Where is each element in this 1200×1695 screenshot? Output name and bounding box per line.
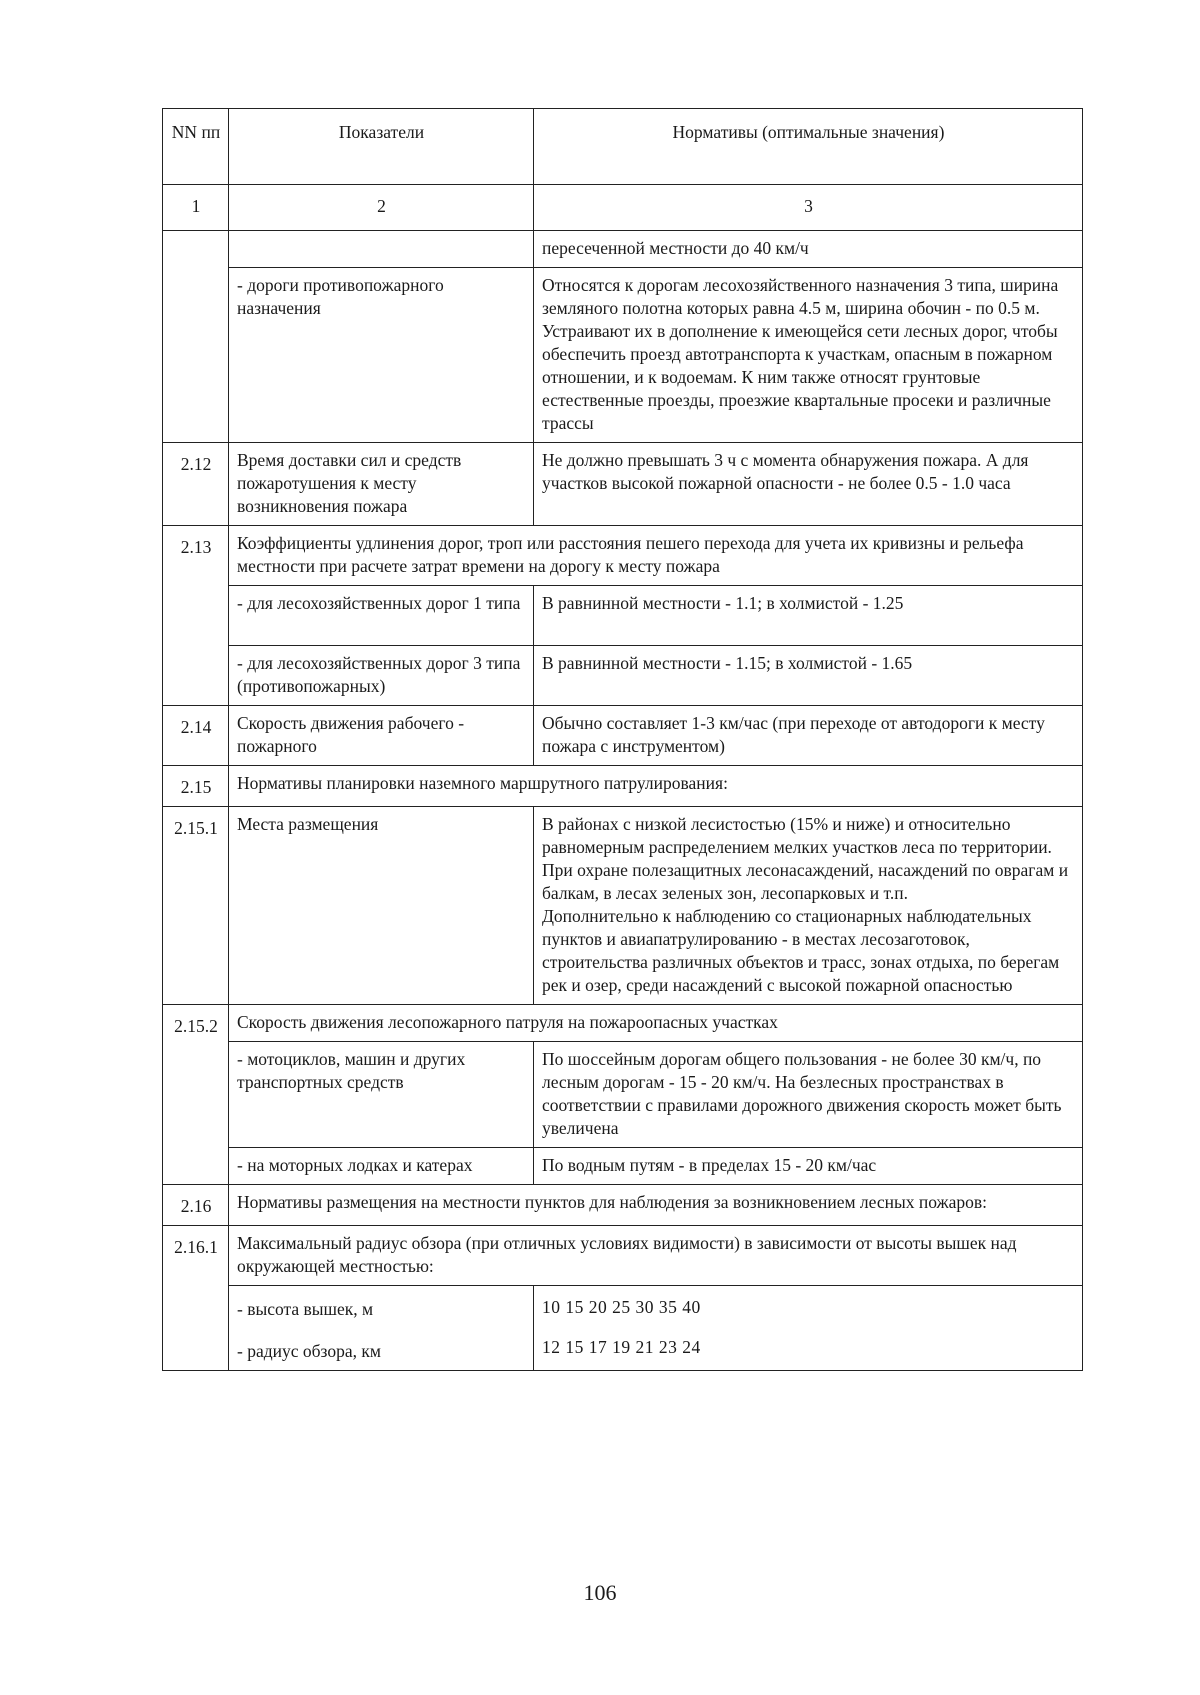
indicator-vehicles: - мотоциклов, машин и других транспортных средств (229, 1042, 534, 1148)
table-row (163, 268, 1083, 443)
indicator-tower-height: - высота вышек, м (229, 1286, 534, 1329)
indicator-worker-speed: Скорость движения рабочего - пожарного (229, 706, 534, 766)
header-indicators: Показатели (229, 109, 534, 185)
row-number-empty (163, 231, 229, 443)
table-row (163, 526, 1083, 586)
page-number: 106 (583, 1580, 617, 1605)
section-title-patrol-speed: Скорость движения лесопожарного патруля на пожароопасных участках (229, 1005, 1083, 1042)
norm-placement-paragraph-1: В районах с низкой лесистостью (15% и ниже) и относительно равномерным распределением мелких участков леса по территории. При охране полезащитных лесонасаждений, насаждений по оврагам и балкам, в лесах зеленых зон, лесопарковых и т.п. (542, 814, 1069, 903)
table-row (163, 1005, 1083, 1042)
row-number: 2.12 (163, 443, 229, 526)
table-row (163, 231, 1083, 268)
norm-tower-height: 10 15 20 25 30 35 40 (534, 1286, 1083, 1329)
section-title-observation-points: Нормативы размещения на местности пунктов для наблюдения за возникновением лесных пожаров: (229, 1185, 1083, 1226)
column-number-2: 2 (229, 185, 534, 231)
row-number: 2.15.1 (163, 807, 229, 1005)
table-row (163, 443, 1083, 526)
section-title-elongation: Коэффициенты удлинения дорог, троп или расстояния пешего перехода для учета их кривизны и рельефа местности при расчете затрат времени на дорогу к месту пожара (229, 526, 1083, 586)
indicator-placement: Места размещения (229, 807, 534, 1005)
norm-continuation: пересеченной местности до 40 км/ч (534, 231, 1083, 268)
indicator-delivery-time: Время доставки сил и средств пожаротушения к месту возникновения пожара (229, 443, 534, 526)
table-row (163, 1328, 1083, 1371)
norm-worker-speed: Обычно составляет 1-3 км/час (при переходе от автодороги к месту пожара с инструментом) (534, 706, 1083, 766)
table-row (163, 807, 1083, 1005)
table-row (163, 1226, 1083, 1286)
table-row (163, 1148, 1083, 1185)
table-row (163, 1286, 1083, 1329)
row-number: 2.15.2 (163, 1005, 229, 1185)
row-number: 2.16.1 (163, 1226, 229, 1371)
column-number-row (163, 185, 1083, 231)
table-row (163, 1042, 1083, 1148)
norm-fire-roads: Относятся к дорогам лесохозяйственного назначения 3 типа, ширина земляного полотна которых равна 4.5 м, ширина обочин - по 0.5 м. Устраивают их в дополнение к имеющейся сети лесных дорог, чтобы обеспечить проезд автотранспорта к участкам, опасным в пожарном отношении, и к водоемам. К ним также относят грунтовые естественные проезды, проезжие квартальные просеки и различные трассы (534, 268, 1083, 443)
norms-table (162, 108, 1083, 1371)
row-number: 2.16 (163, 1185, 229, 1226)
section-title-view-radius: Максимальный радиус обзора (при отличных условиях видимости) в зависимости от высоты вышек над окружающей местностью: (229, 1226, 1083, 1286)
indicator-view-radius: - радиус обзора, км (229, 1328, 534, 1371)
row-number: 2.14 (163, 706, 229, 766)
norm-placement-paragraph-2: Дополнительно к наблюдению со стационарных наблюдательных пунктов и авиапатрулированию - в местах лесозаготовок, строительства различных объектов и трасс, зонах отдыха, по берегам рек и озер, среди насаждений с высокой пожарной опасностью (542, 906, 1060, 995)
table-header-row (163, 109, 1083, 185)
norm-boats: По водным путям - в пределах 15 - 20 км/час (534, 1148, 1083, 1185)
table-row (163, 646, 1083, 706)
table-row (163, 586, 1083, 646)
column-number-1: 1 (163, 185, 229, 231)
indicator-roads-type1: - для лесохозяйственных дорог 1 типа (229, 586, 534, 646)
norm-roads-type1: В равнинной местности - 1.1; в холмистой - 1.25 (534, 586, 1083, 646)
row-number: 2.15 (163, 766, 229, 807)
norm-vehicles: По шоссейным дорогам общего пользования - не более 30 км/ч, по лесным дорогам - 15 - 20 км/ч. На безлесных пространствах в соответствии с правилами дорожного движения скорость может быть увеличена (534, 1042, 1083, 1148)
header-number: NN пп (163, 109, 229, 185)
table-row (163, 706, 1083, 766)
norm-placement (534, 807, 1083, 1005)
column-number-3: 3 (534, 185, 1083, 231)
indicator-roads-type3: - для лесохозяйственных дорог 3 типа (противопожарных) (229, 646, 534, 706)
header-norms: Нормативы (оптимальные значения) (534, 109, 1083, 185)
section-title-patrol-planning: Нормативы планировки наземного маршрутного патрулирования: (229, 766, 1083, 807)
table-row (163, 766, 1083, 807)
norm-delivery-time: Не должно превышать 3 ч с момента обнаружения пожара. А для участков высокой пожарной опасности - не более 0.5 - 1.0 часа (534, 443, 1083, 526)
indicator-empty (229, 231, 534, 268)
row-number: 2.13 (163, 526, 229, 706)
norm-view-radius: 12 15 17 19 21 23 24 (534, 1328, 1083, 1371)
indicator-boats: - на моторных лодках и катерах (229, 1148, 534, 1185)
table-row (163, 1185, 1083, 1226)
norm-roads-type3: В равнинной местности - 1.15; в холмистой - 1.65 (534, 646, 1083, 706)
indicator-fire-roads: - дороги противопожарного назначения (229, 268, 534, 443)
